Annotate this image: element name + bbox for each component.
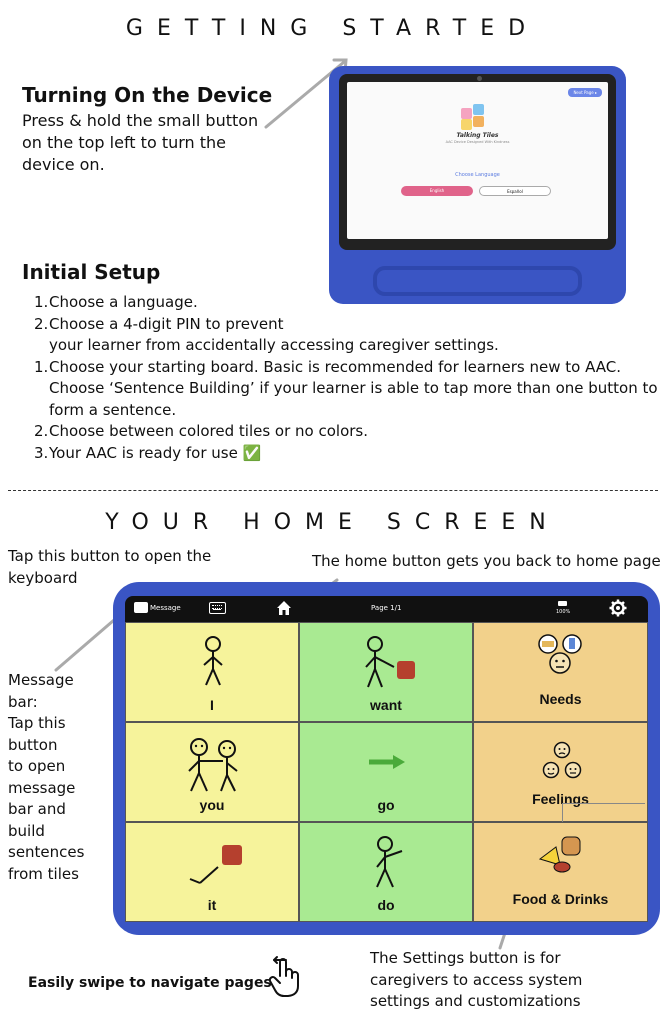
app-top-bar: [125, 596, 648, 622]
want-icon: [360, 635, 420, 691]
tile-label: Feelings: [532, 791, 589, 807]
tile-food-drinks[interactable]: [473, 822, 648, 922]
keyboard-note: Tap this button to open the keyboard: [8, 547, 212, 587]
person-icon: [198, 635, 228, 687]
setup-step: 1.Choose a language.: [34, 293, 198, 311]
tile-label: you: [199, 797, 225, 813]
tile-you[interactable]: [125, 722, 299, 822]
swipe-hand-icon: [266, 954, 304, 998]
tile-needs[interactable]: [473, 622, 648, 722]
arrow-right-icon: [367, 753, 407, 771]
setup-step: 2.Choose a 4-digit PIN to prevent: [34, 314, 284, 333]
setup-step: 2.Choose between colored tiles or no colors.: [34, 422, 369, 440]
swipe-note: Easily swipe to navigate pages: [28, 975, 272, 991]
setup-step-cont: form a sentence.: [49, 400, 177, 419]
setup-list: [34, 292, 664, 464]
battery-level: 100%: [556, 609, 571, 615]
home-screen-title: YOUR HOME SCREEN: [105, 510, 560, 535]
spanish-button[interactable]: Español: [479, 186, 551, 196]
tile-overlay-line: [562, 803, 645, 822]
tile-label: want: [370, 697, 402, 713]
turning-on-text: Press & hold the small button on the top left to turn the device on.: [22, 111, 259, 174]
english-button[interactable]: English: [401, 186, 473, 196]
initial-setup-heading: Initial Setup: [22, 260, 161, 284]
setup-step: 1.Choose your starting board. Basic is recommended for learners new to AAC.: [34, 357, 621, 376]
message-icon[interactable]: [134, 602, 148, 613]
tile-label: go: [377, 797, 395, 813]
camera-dot: [477, 76, 482, 81]
home-screen-tablet: [113, 582, 660, 935]
battery-icon: [558, 601, 567, 606]
tile-grid: [125, 622, 648, 922]
setup-step: 3.Your AAC is ready for use ✅: [34, 443, 262, 462]
tile-do[interactable]: [299, 822, 473, 922]
tile-it[interactable]: [125, 822, 299, 922]
getting-started-title: GETTING STARTED: [125, 16, 540, 41]
keyboard-icon[interactable]: [209, 602, 226, 614]
tablet-image: [329, 66, 626, 304]
tile-label: I: [210, 697, 214, 713]
section-divider: [8, 490, 658, 491]
tile-want[interactable]: [299, 622, 473, 722]
tile-label: Food & Drinks: [512, 891, 609, 907]
next-page-button[interactable]: Next Page ▸: [568, 88, 602, 97]
it-icon: [186, 841, 246, 885]
tile-feelings[interactable]: [473, 722, 648, 822]
feelings-icon: [540, 741, 584, 781]
tile-i[interactable]: [125, 622, 299, 722]
setup-step-cont: your learner from accidentally accessing caregiver settings.: [49, 336, 499, 354]
tablet-screen: [347, 82, 608, 239]
page-indicator: Page 1/1: [371, 604, 402, 612]
tile-label: it: [207, 897, 217, 913]
message-note: Message bar: Tap this button to open message bar and build sentences from tiles: [8, 671, 85, 883]
turning-on-heading: Turning On the Device: [22, 83, 273, 107]
setup-step-cont: Choose ‘Sentence Building’ if your learner is able to tap more than one button to: [49, 379, 658, 397]
app-name: Talking Tiles: [456, 132, 499, 139]
choose-language-label: Choose Language: [455, 172, 500, 178]
home-note: The home button gets you back to home page: [312, 552, 661, 570]
tile-label: Needs: [539, 691, 582, 707]
do-icon: [372, 835, 406, 891]
settings-gear-icon[interactable]: [609, 599, 627, 617]
app-logo-icon: [461, 104, 485, 130]
message-label: Message: [150, 604, 181, 612]
needs-icon: [536, 633, 586, 679]
tile-go[interactable]: [299, 722, 473, 822]
you-icon: [183, 737, 243, 793]
settings-note: The Settings button is for caregivers to access system settings and customizations: [370, 949, 583, 1010]
app-tagline: AAC Device Designed With Kindness: [445, 140, 510, 144]
home-icon[interactable]: [276, 600, 292, 616]
tile-label: do: [377, 897, 395, 913]
food-icon: [536, 833, 586, 877]
